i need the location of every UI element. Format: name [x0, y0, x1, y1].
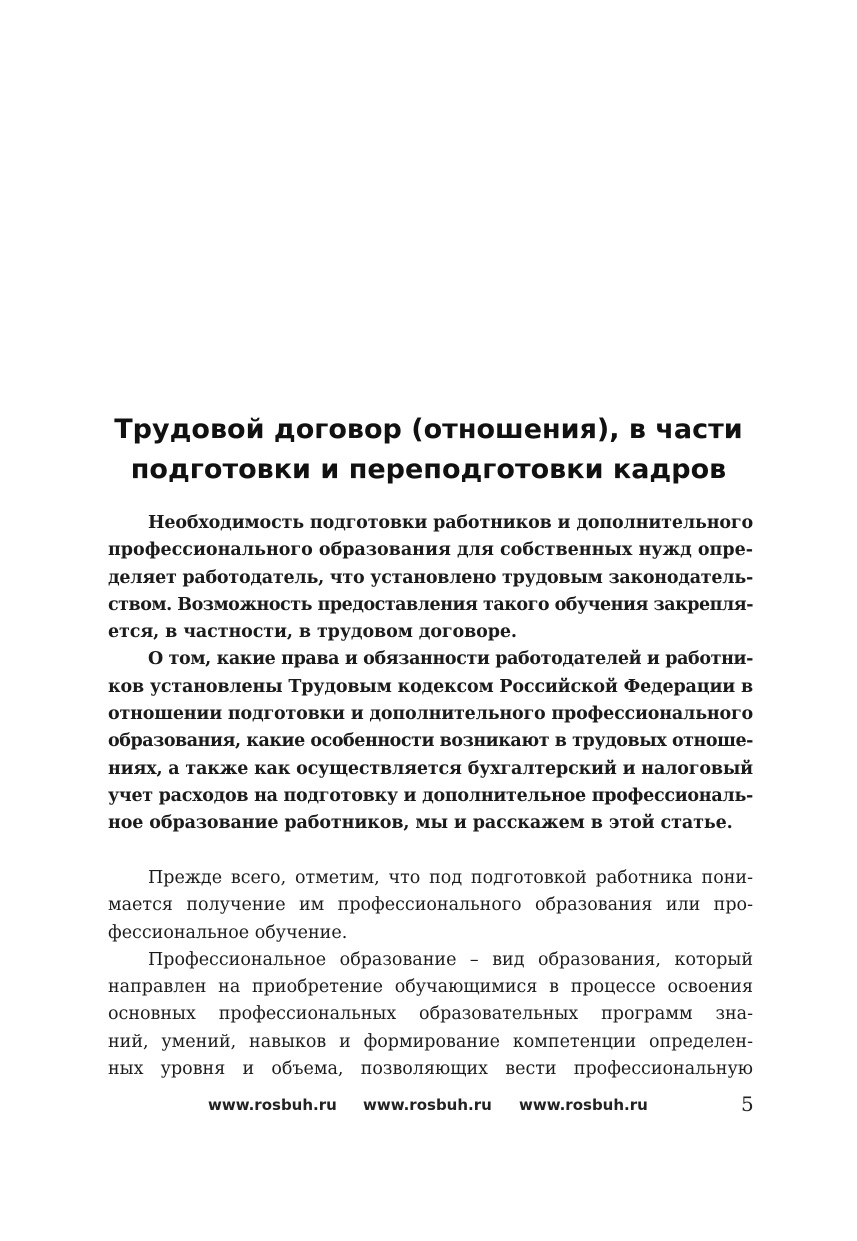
text-line: мается получение им профессионального образования или про- — [108, 895, 753, 916]
text-line: учет расходов на подготовку и дополнительное профессиональ- — [108, 785, 754, 806]
body-paragraph — [108, 947, 753, 1083]
text-line: Профессиональное образование – вид образования, который — [148, 949, 753, 970]
text-line: Прежде всего, отметим, что под подготовкой работника пони- — [148, 868, 753, 888]
text-line: ных уровня и объема, позволяющих вести профессиональную — [108, 1059, 753, 1080]
text-line: ством. Возможность предоставления такого обучения закрепля- — [108, 594, 753, 615]
intro-paragraph — [108, 510, 753, 646]
chapter-title-line: подготовки и переподготовки кадров — [130, 454, 727, 485]
text-line: фессиональное обучение. — [108, 922, 348, 943]
text-line: ное образование работников, мы и расскажем в этой статье. — [108, 813, 733, 834]
footer-url: www.rosbuh.ru — [208, 1096, 337, 1114]
footer-url: www.rosbuh.ru — [363, 1096, 492, 1114]
text-line: отношении подготовки и дополнительного профессионального — [108, 704, 753, 725]
main-text — [108, 865, 753, 1083]
intro-text — [108, 510, 753, 838]
text-line: Необходимость подготовки работников и дополнительного — [148, 513, 753, 533]
text-line: ний, умений, навыков и формирование компетенции определен- — [108, 1031, 753, 1052]
body-paragraph — [108, 865, 753, 947]
text-line: профессионального образования для собственных нужд опре- — [108, 540, 754, 561]
text-line: основных профессиональных образовательных программ зна- — [108, 1004, 753, 1025]
text-line: ков установлены Трудовым кодексом Российской Федерации в — [108, 676, 753, 697]
page-footer — [0, 1094, 857, 1118]
text-line: образования, какие особенности возникают в трудовых отноше- — [108, 731, 753, 752]
footer-url: www.rosbuh.ru — [519, 1096, 648, 1114]
text-line: деляет работодатель, что установлено трудовым законодатель- — [108, 567, 754, 588]
page-number: 5 — [741, 1092, 754, 1116]
text-line: ниях, а также как осуществляется бухгалтерский и налоговый — [108, 758, 753, 779]
text-line: направлен на приобретение обучающимися в процессе освоения — [108, 977, 753, 998]
text-line: ется, в частности, в трудовом договоре. — [108, 622, 517, 643]
text-line: О том, какие права и обязанности работодателей и работни- — [148, 649, 753, 670]
chapter-title-line: Трудовой договор (отношения), в части — [114, 414, 743, 445]
intro-paragraph — [108, 646, 753, 837]
chapter-title — [110, 410, 747, 490]
